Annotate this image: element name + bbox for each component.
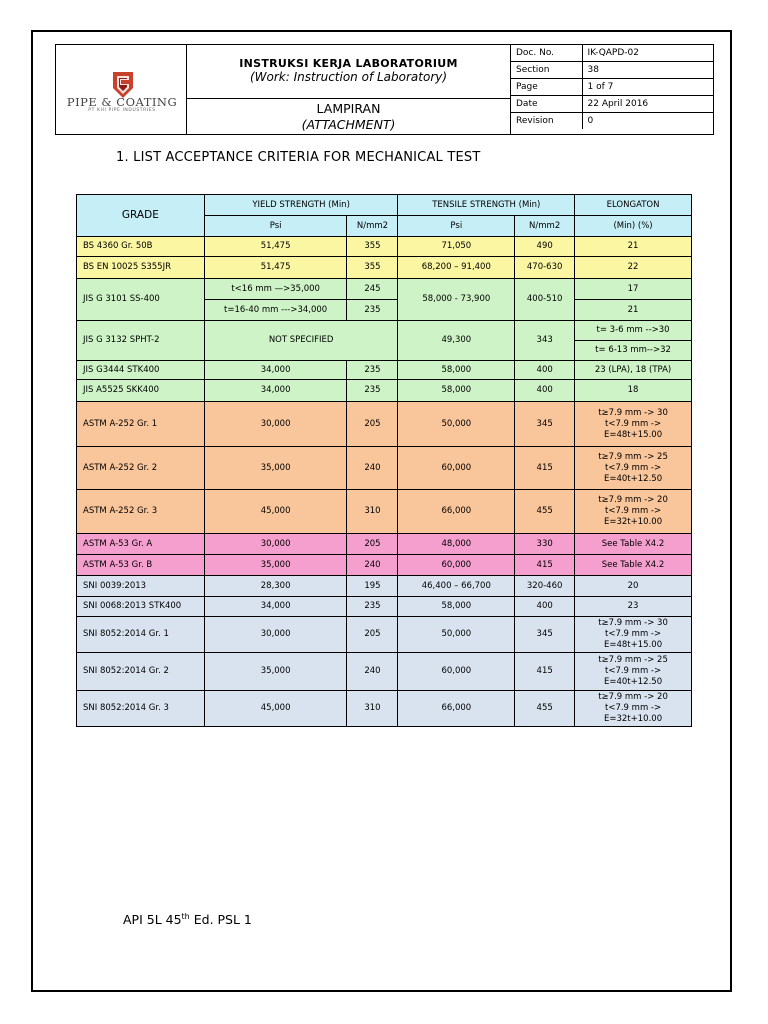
header-tensile: TENSILE STRENGTH (Min) [398, 195, 575, 216]
cell-tensile-psi: 46,400 – 66,700 [398, 576, 515, 597]
table-row [77, 257, 692, 279]
cell-elongation [575, 490, 692, 534]
cell-grade: ASTM A-252 Gr. 2 [77, 447, 205, 490]
footer-sup: th [181, 912, 190, 921]
cell-yield-nmm: 310 [347, 691, 398, 727]
cell-tensile-nmm: 400 [515, 380, 575, 402]
elongation-line: E=32t+10.00 [604, 714, 663, 724]
cell-grade: JIS G 3101 SS-400 [77, 279, 205, 321]
footer-suffix: Ed. PSL 1 [189, 912, 252, 928]
cell-yield-nmm: 205 [347, 534, 398, 555]
cell-elongation: 20 [575, 576, 692, 597]
table-row [77, 402, 692, 447]
cell-tensile-nmm: 415 [515, 555, 575, 576]
meta-revision: 0 [582, 112, 713, 129]
cell-tensile-nmm: 400 [515, 597, 575, 617]
cell-tensile-nmm: 415 [515, 447, 575, 490]
elongation-line: t≥7.9 mm -> 20 [598, 495, 668, 505]
cell-elongation [575, 617, 692, 653]
cell-yield-nmm: 355 [347, 237, 398, 257]
cell-elongation: 22 [575, 257, 692, 279]
table-row [77, 691, 692, 727]
cell-grade: BS 4360 Gr. 50B [77, 237, 205, 257]
cell-tensile-psi: 50,000 [398, 617, 515, 653]
header-yield-psi: Psi [204, 216, 347, 237]
cell-yield-nmm: 235 [347, 300, 398, 321]
logo-subtext: PT KHI PIPE INDUSTRIES [88, 108, 156, 113]
table-row [77, 555, 692, 576]
meta-doc-no: IK-QAPD-02 [582, 45, 713, 62]
cell-elongation: 23 (LPA), 18 (TPA) [575, 361, 692, 380]
meta-label: Doc. No. [511, 45, 582, 62]
elongation-line: t≥7.9 mm -> 25 [598, 451, 668, 462]
logo-text: PIPE & COATING [66, 95, 178, 109]
cell-yield-nmm: 205 [347, 617, 398, 653]
cell-tensile-psi: 71,050 [398, 237, 515, 257]
cell-yield-psi: 35,000 [204, 653, 347, 691]
cell-elongation: 23 [575, 597, 692, 617]
acceptance-criteria-table [76, 194, 692, 727]
elongation-line: t<7.9 mm -> [604, 462, 662, 473]
cell-yield-nmm: 235 [347, 597, 398, 617]
cell-tensile-psi: 58,000 [398, 380, 515, 402]
document-meta-table [511, 45, 713, 129]
footer-standard [123, 912, 252, 927]
cell-tensile-psi: 49,300 [398, 321, 515, 361]
cell-grade: ASTM A-53 Gr. B [77, 555, 205, 576]
table-row [77, 534, 692, 555]
cell-tensile-psi: 58,000 - 73,900 [398, 279, 515, 321]
header-yield: YIELD STRENGTH (Min) [204, 195, 398, 216]
cell-yield-nmm: 240 [347, 653, 398, 691]
cell-yield-nmm: 240 [347, 447, 398, 490]
cell-tensile-psi: 58,000 [398, 361, 515, 380]
cell-yield-nmm: 205 [347, 402, 398, 447]
meta-label: Section [511, 62, 582, 79]
table-row [77, 447, 692, 490]
elongation-line: t<7.9 mm -> [604, 666, 662, 676]
cell-tensile-nmm: 470-630 [515, 257, 575, 279]
cell-elongation: t= 3-6 mm -->30 [575, 321, 692, 341]
elongation-line: E=40t+12.50 [604, 473, 663, 484]
cell-yield-psi: 35,000 [204, 447, 347, 490]
cell-grade: SNI 8052:2014 Gr. 3 [77, 691, 205, 727]
cell-tensile-psi: 60,000 [398, 653, 515, 691]
cell-grade: ASTM A-53 Gr. A [77, 534, 205, 555]
elongation-line: t<7.9 mm -> [604, 418, 662, 429]
cell-yield-nmm: 235 [347, 380, 398, 402]
cell-elongation [575, 447, 692, 490]
cell-yield-psi: 34,000 [204, 597, 347, 617]
elongation-line: t≥7.9 mm -> 20 [598, 692, 668, 702]
elongation-line: E=32t+10.00 [604, 517, 663, 527]
cell-tensile-nmm: 330 [515, 534, 575, 555]
cell-yield-nmm: 245 [347, 279, 398, 300]
cell-elongation: 21 [575, 300, 692, 321]
cell-grade: SNI 8052:2014 Gr. 1 [77, 617, 205, 653]
cell-tensile-nmm: 400 [515, 361, 575, 380]
cell-yield-psi: 30,000 [204, 402, 347, 447]
document-subtitle-en: (ATTACHMENT) [301, 117, 396, 132]
subtitle-block [187, 99, 511, 134]
cell-grade: SNI 8052:2014 Gr. 2 [77, 653, 205, 691]
elongation-line: t<7.9 mm -> [604, 703, 662, 713]
cell-tensile-psi: 60,000 [398, 447, 515, 490]
document-title-en: (Work: Instruction of Laboratory) [249, 70, 448, 84]
cell-elongation: 17 [575, 279, 692, 300]
cell-grade: JIS A5525 SKK400 [77, 380, 205, 402]
cell-grade: BS EN 10025 S355JR [77, 257, 205, 279]
document-subtitle: LAMPIRAN [316, 101, 381, 116]
table-row [77, 361, 692, 380]
cell-yield-nmm: 235 [347, 361, 398, 380]
document-header [55, 44, 714, 135]
elongation-line: t<7.9 mm -> [604, 506, 662, 516]
cell-tensile-psi: 68,200 – 91,400 [398, 257, 515, 279]
cell-tensile-nmm: 490 [515, 237, 575, 257]
document-title: INSTRUKSI KERJA LABORATORIUM [239, 57, 458, 70]
cell-yield-psi: 45,000 [204, 691, 347, 727]
cell-yield-psi: 30,000 [204, 617, 347, 653]
header-grade: GRADE [77, 195, 205, 237]
section-heading: 1. LIST ACCEPTANCE CRITERIA FOR MECHANICAL TEST [116, 150, 481, 165]
cell-yield-nmm: 240 [347, 555, 398, 576]
header-elongation: ELONGATON [575, 195, 692, 216]
elongation-line: E=40t+12.50 [604, 677, 663, 687]
cell-yield-psi: 30,000 [204, 534, 347, 555]
header-tensile-psi: Psi [398, 216, 515, 237]
table-row [77, 490, 692, 534]
meta-page: 1 of 7 [582, 79, 713, 96]
cell-tensile-nmm: 455 [515, 691, 575, 727]
meta-section: 38 [582, 62, 713, 79]
cell-yield-psi: 28,300 [204, 576, 347, 597]
cell-elongation: See Table X4.2 [575, 534, 692, 555]
cell-elongation: 21 [575, 237, 692, 257]
table-row [77, 237, 692, 257]
cell-tensile-nmm: 345 [515, 402, 575, 447]
meta-label: Page [511, 79, 582, 96]
cell-yield-psi: t=16-40 mm --->34,000 [204, 300, 347, 321]
footer-prefix: API 5L 45 [123, 912, 182, 928]
header-tensile-nmm: N/mm2 [515, 216, 575, 237]
meta-label: Date [511, 95, 582, 112]
cell-yield-nmm: 195 [347, 576, 398, 597]
cell-grade: ASTM A-252 Gr. 1 [77, 402, 205, 447]
cell-tensile-psi: 66,000 [398, 691, 515, 727]
cell-elongation: t= 6-13 mm-->32 [575, 341, 692, 361]
cell-tensile-nmm: 343 [515, 321, 575, 361]
table-row [77, 321, 692, 341]
cell-grade: SNI 0039:2013 [77, 576, 205, 597]
elongation-line: t≥7.9 mm -> 25 [598, 655, 668, 665]
cell-grade: SNI 0068:2013 STK400 [77, 597, 205, 617]
cell-tensile-psi: 48,000 [398, 534, 515, 555]
cell-tensile-nmm: 415 [515, 653, 575, 691]
cell-tensile-nmm: 345 [515, 617, 575, 653]
elongation-line: E=48t+15.00 [604, 429, 663, 440]
cell-elongation [575, 653, 692, 691]
elongation-line: t<7.9 mm -> [604, 629, 662, 639]
cell-yield-psi: 34,000 [204, 361, 347, 380]
cell-elongation [575, 402, 692, 447]
cell-yield-psi: 51,475 [204, 237, 347, 257]
cell-yield-psi: t<16 mm —>35,000 [204, 279, 347, 300]
cell-tensile-psi: 60,000 [398, 555, 515, 576]
cell-tensile-nmm: 320-460 [515, 576, 575, 597]
cell-yield-nmm: 355 [347, 257, 398, 279]
cell-yield-psi: 34,000 [204, 380, 347, 402]
cell-grade: ASTM A-252 Gr. 3 [77, 490, 205, 534]
elongation-line: t≥7.9 mm -> 30 [598, 618, 668, 628]
header-elongation-unit: (Min) (%) [575, 216, 692, 237]
cell-tensile-nmm: 455 [515, 490, 575, 534]
header-yield-nmm: N/mm2 [347, 216, 398, 237]
table-row [77, 617, 692, 653]
table-row [77, 597, 692, 617]
cell-tensile-psi: 58,000 [398, 597, 515, 617]
cell-tensile-psi: 50,000 [398, 402, 515, 447]
cell-grade: JIS G3444 STK400 [77, 361, 205, 380]
elongation-line: t≥7.9 mm -> 30 [598, 407, 668, 418]
cell-elongation [575, 691, 692, 727]
elongation-line: E=48t+15.00 [604, 640, 663, 650]
logo [56, 45, 187, 134]
cell-yield-nmm: 310 [347, 490, 398, 534]
title-block [187, 45, 511, 99]
table-row [77, 380, 692, 402]
cell-tensile-psi: 66,000 [398, 490, 515, 534]
cell-elongation: See Table X4.2 [575, 555, 692, 576]
cell-yield-psi: 51,475 [204, 257, 347, 279]
table-row [77, 279, 692, 300]
table-row [77, 576, 692, 597]
cell-tensile-nmm: 400-510 [515, 279, 575, 321]
cell-yield-psi: 45,000 [204, 490, 347, 534]
cell-yield-not-specified: NOT SPECIFIED [204, 321, 398, 361]
cell-grade: JIS G 3132 SPHT-2 [77, 321, 205, 361]
cell-elongation: 18 [575, 380, 692, 402]
table-row [77, 653, 692, 691]
meta-label: Revision [511, 112, 582, 129]
meta-date: 22 April 2016 [582, 95, 713, 112]
cell-yield-psi: 35,000 [204, 555, 347, 576]
